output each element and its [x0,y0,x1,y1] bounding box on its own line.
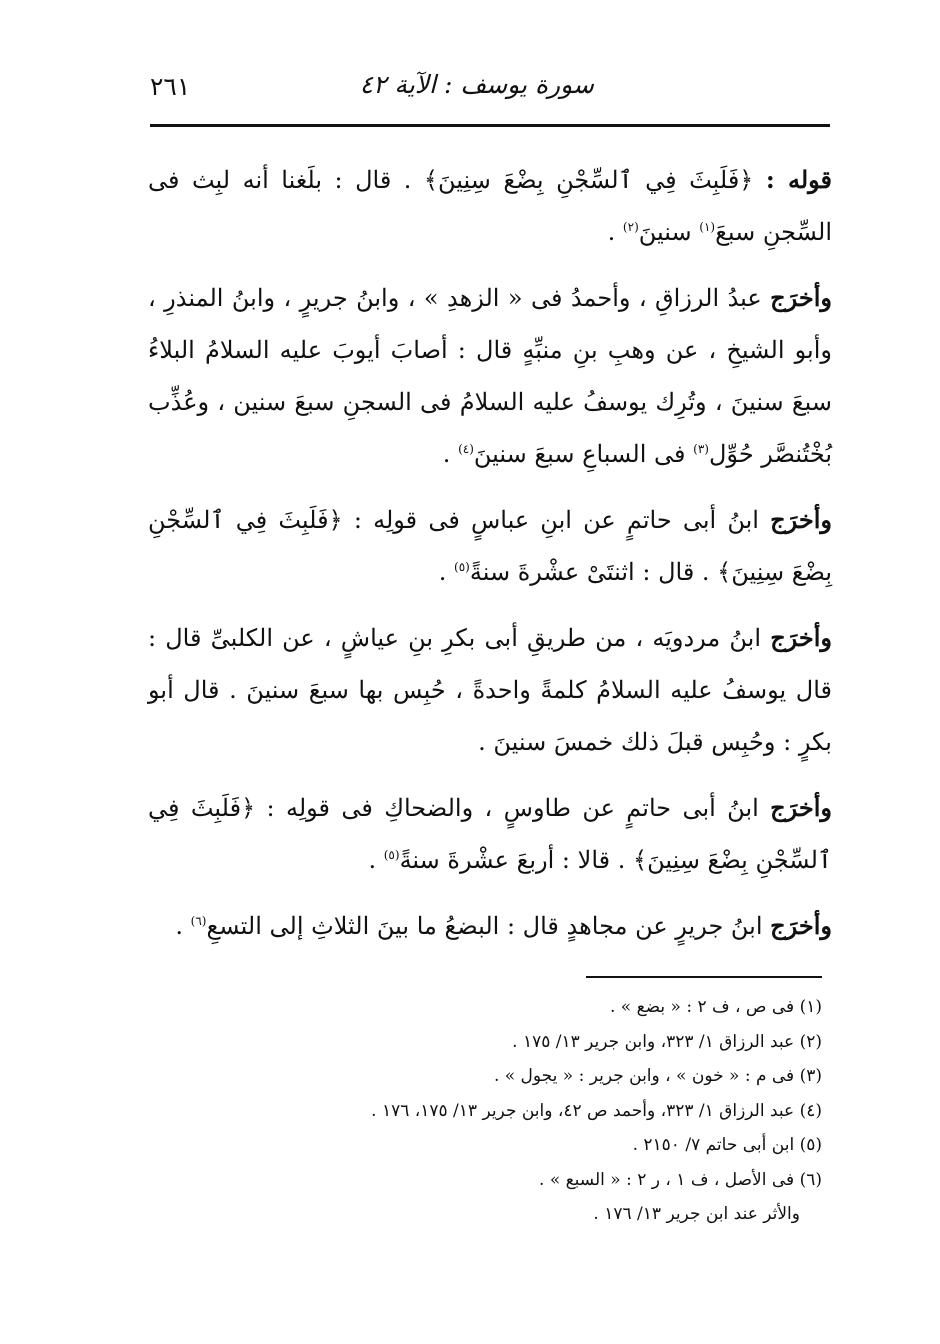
paragraph-end: . [438,558,455,586]
main-text [148,154,832,966]
footnote: (٦) فى الأصل ، ف ١ ، ر ٢ : « السبع » . [539,1169,822,1190]
footnote-rule [586,976,822,978]
paragraph-text: ابنُ جريرٍ عن مجاهدٍ قال : البضعُ ما بينَ الثلاثِ إلى التسعِ [206,912,763,940]
paragraph-text: ابنُ مردويَه ، من طريقِ أبى بكرِ بنِ عياشٍ ، عن الكلبىِّ قال : قال يوسفُ عليه السلامُ كلمةً واحدةً ، حُبِس بها سبعَ سنينَ . قال أبو بكرٍ : وحُبِس قبلَ ذلك خمسَ سنينَ . [148,624,832,756]
paragraph-end: . [368,846,384,874]
paragraph [148,612,832,768]
footnote-marker: (٢) [622,220,639,234]
page-header [150,66,830,106]
footnotes [300,990,822,1232]
paragraph-lead: وأخرَج [770,911,832,940]
paragraph [148,900,832,952]
footnote: (٥) ابن أبى حاتم ٧/ ٢١٥٠ . [632,1135,822,1155]
paragraph [148,272,832,480]
paragraph-end: . [607,218,623,246]
paragraph-lead: قوله : [765,165,832,194]
paragraph-text: فى السباعِ سبعَ سنينَ [473,440,686,468]
paragraph [148,154,832,258]
footnote-marker: (٤) [458,442,474,456]
paragraph-end: . [175,912,191,940]
footnote-marker: (٥) [454,560,470,574]
footnote: (٤) عبد الرزاق ١/ ٣٢٣، وأحمد ص ٤٢، وابن جرير ١٣/ ١٧٥، ١٧٦ . [371,1100,822,1121]
header-rule [150,124,830,127]
paragraph-text: ابنُ أبى حاتمٍ عن ابنِ عباسٍ فى قولِه : ﴿فَلَبِثَ فِي ٱلسِّجْنِ بِضْعَ سِنِينَ﴾ . قال : اثنتَىْ عشْرةَ سنةً [148,506,832,586]
paragraph-lead: وأخرَج [770,623,833,652]
paragraph-text: سنينَ [638,218,692,246]
footnote-marker: (٥) [383,848,400,862]
footnote-marker: (٣) [693,442,709,456]
paragraph-text: ابنُ أبى حاتمٍ عن طاوسٍ ، والضحاكِ فى قولِه : ﴿فَلَبِثَ فِي ٱلسِّجْنِ بِضْعَ سِنِينَ﴾ . قالا : أربعَ عشْرةَ سنةً [148,794,832,874]
paragraph [148,494,832,598]
footnote-continuation: والأثر عند ابن جرير ١٣/ ١٧٦ . [593,1204,800,1224]
page-number: ٢٦١ [150,72,191,101]
paragraph-text: عبدُ الرزاقِ ، وأحمدُ فى « الزهدِ » ، وابنُ جريرٍ ، وابنُ المنذرِ ، وأبو الشيخِ ، عن وهبِ بنِ منبِّهٍ قال : أصابَ أيوبَ عليه السلامُ البلاءُ سبعَ سنينَ ، وتُرِك يوسفُ عليه السلامُ فى السجنِ سبعَ سنين ، وعُذِّب بُخْتُنصَّر حُوِّل [148,284,832,468]
paragraph [148,782,832,886]
footnote-marker: (١) [699,220,716,234]
paragraph-lead: وأخرَج [770,793,832,822]
footnote-marker: (٦) [190,914,207,928]
footnote: (٣) فى م : « خون » ، وابن جرير : « يجول » . [493,1066,822,1086]
footnote: (١) فى ص ، ف ٢ : « بضع » . [609,997,822,1017]
footnote: (٢) عبد الرزاق ١/ ٣٢٣، وابن جرير ١٣/ ١٧٥ . [512,1031,822,1052]
paragraph-lead: وأخرَج [770,505,832,534]
paragraph-lead: وأخرَج [770,283,832,312]
paragraph-end: . [442,440,459,468]
running-title: سورة يوسف : الآية ٤٢ [359,70,594,99]
paragraph-text: ﴿فَلَبِثَ فِي ٱلسِّجْنِ بِضْعَ سِنِينَ﴾ . قال : بلَغنا أنه لبِث فى السِّجنِ سبعَ [148,166,832,246]
